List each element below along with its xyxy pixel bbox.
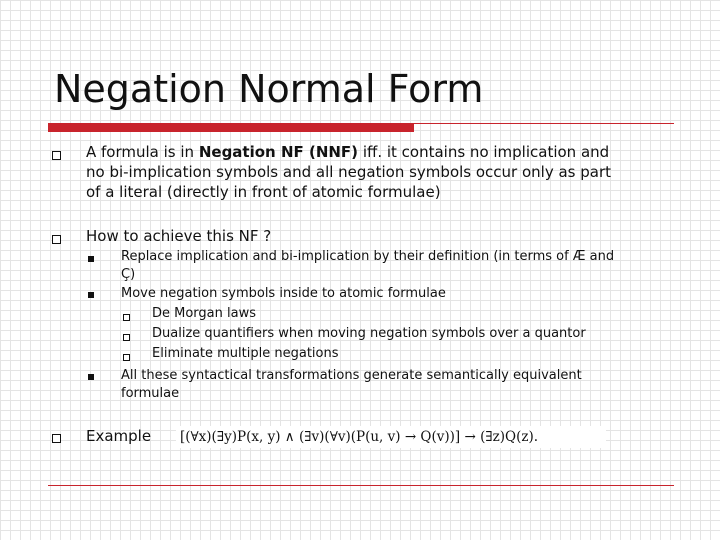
square-bullet-icon — [52, 434, 61, 443]
slide-title: Negation Normal Form — [54, 67, 484, 111]
filled-square-bullet-icon — [88, 374, 94, 380]
sub-bullet-move-negation: Move negation symbols inside to atomic formulae — [121, 286, 446, 301]
replace-line-2: Ç) — [121, 267, 136, 282]
example-formula: [(∀x)(∃y)P(x, y) ∧ (∃v)(∀v)(P(u, v) → Q(v))] → (∃z)Q(z). — [176, 426, 606, 448]
bottom-divider — [48, 485, 674, 486]
sub-bullet-replace-implication — [121, 248, 614, 284]
filled-square-bullet-icon — [88, 256, 94, 262]
replace-line-1: Replace implication and bi-implication by their definition (in terms of Æ and — [121, 249, 615, 264]
transformations-line-1: All these syntactical transformations generate semantically equivalent — [121, 368, 582, 383]
definition-text-post: iff. it contains no implication and — [358, 143, 610, 161]
bullet-example-label: Example — [86, 427, 152, 445]
square-bullet-icon — [123, 354, 130, 361]
item-dualize-quantifiers: Dualize quantifiers when moving negation symbols over a quantor — [152, 326, 586, 341]
definition-line-2: no bi-implication symbols and all negation symbols occur only as part — [86, 163, 612, 181]
bullet-how-to-achieve: How to achieve this NF ? — [86, 227, 272, 245]
transformations-line-2: formulae — [121, 386, 180, 401]
square-bullet-icon — [52, 235, 61, 244]
item-eliminate-negations: Eliminate multiple negations — [152, 346, 339, 361]
sub-bullet-all-transformations — [121, 367, 582, 403]
bullet-nnf-definition — [86, 142, 611, 202]
title-accent-bar — [48, 124, 414, 132]
definition-bold-term: Negation NF (NNF) — [198, 143, 359, 161]
item-de-morgan: De Morgan laws — [152, 306, 256, 321]
definition-text-pre: A formula is in — [86, 143, 199, 161]
square-bullet-icon — [123, 334, 130, 341]
square-bullet-icon — [52, 151, 61, 160]
definition-line-3: of a literal (directly in front of atomic formulae) — [86, 183, 441, 201]
square-bullet-icon — [123, 314, 130, 321]
filled-square-bullet-icon — [88, 292, 94, 298]
